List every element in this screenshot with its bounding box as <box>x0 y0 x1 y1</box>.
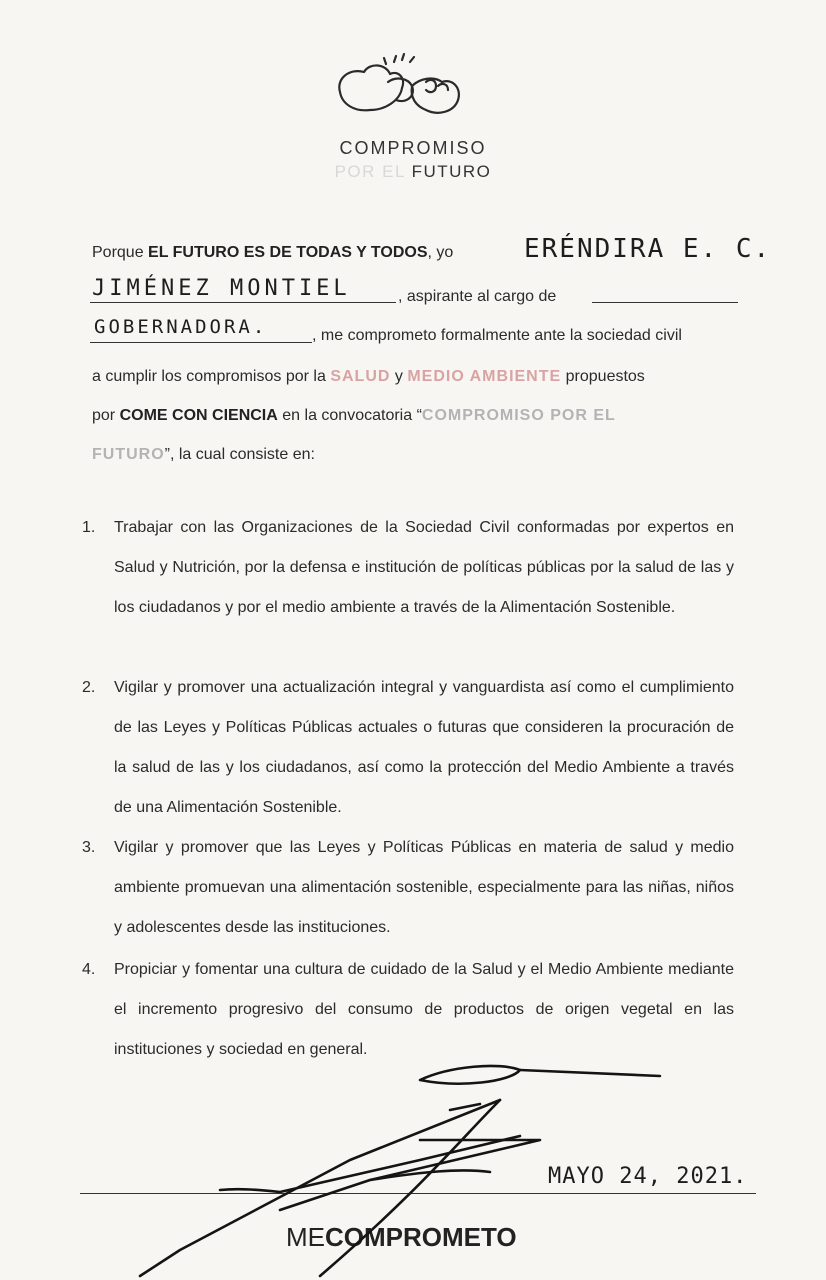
por-text: por <box>92 407 116 424</box>
y-text: y <box>394 368 403 385</box>
intro-line-1 <box>92 244 453 262</box>
commitment-item-2 <box>82 668 734 828</box>
commitment-item-1 <box>82 508 734 628</box>
me-text: ME <box>286 1222 325 1252</box>
pinky-promise-logo-icon <box>330 52 470 122</box>
intro-line-4 <box>92 368 645 386</box>
item-text: Vigilar y promover una actualización integral y vanguardista así como el cumplimiento de las Leyes y Políticas Públicas actuales o futuras que consideren la procuración de la salud de las y los ciudadanos, así como la protección del Medio Ambiente a través de una Alimentación Sostenible. <box>114 679 734 816</box>
name-underline <box>90 302 396 303</box>
propuestos-text: propuestos <box>565 368 645 385</box>
handwritten-name-part2: JIMÉNEZ MONTIEL <box>92 276 351 301</box>
brand-subtitle-dark: FUTURO <box>411 162 492 181</box>
porque-text: Porque <box>92 244 144 261</box>
item-text: Propiciar y fomentar una cultura de cuidado de la Salud y el Medio Ambiente mediante el incremento progresivo del consumo de productos de origen vegetal en las instituciones y sociedad en general. <box>114 961 734 1058</box>
futuro-grey-text: FUTURO <box>92 446 165 463</box>
me-comprometo-text: , me comprometo formalmente ante la sociedad civil <box>312 327 682 344</box>
convocatoria-text: en la convocatoria “ <box>282 407 422 424</box>
commitment-item-3 <box>82 828 734 948</box>
la-cual-text: ”, la cual consiste en: <box>164 446 315 463</box>
item-number: 4. <box>82 961 96 978</box>
futuro-bold-text: EL FUTURO ES DE TODAS Y TODOS <box>148 244 428 261</box>
brand-subtitle <box>0 162 826 182</box>
cumplir-text: a cumplir los compromisos por la <box>92 368 326 385</box>
handwritten-name-part1: ERÉNDIRA E. C. <box>524 234 772 264</box>
come-con-ciencia-text: COME CON CIENCIA <box>119 407 278 424</box>
handwritten-date: MAYO 24, 2021. <box>548 1164 748 1189</box>
handwritten-cargo: GOBERNADORA. <box>94 316 268 338</box>
item-text: Vigilar y promover que las Leyes y Políticas Públicas en materia de salud y medio ambiente promuevan una alimentación sostenible, especialmente para las niñas, niños y adolescentes desde las instituciones. <box>114 839 734 936</box>
item-number: 1. <box>82 519 96 536</box>
intro-line-5 <box>92 407 616 425</box>
item-number: 2. <box>82 679 96 696</box>
cargo-blank-underline <box>592 302 738 303</box>
item-text: Trabajar con las Organizaciones de la Sociedad Civil conformadas por expertos en Salud y Nutrición, por la defensa e institución de políticas públicas por la salud de las y los ciudadanos y por el medio ambiente a través de la Alimentación Sostenible. <box>114 519 734 616</box>
brand-title: COMPROMISO <box>339 138 487 158</box>
salud-text: SALUD <box>330 368 391 385</box>
intro-line-6 <box>92 446 315 464</box>
cargo-underline <box>90 342 312 343</box>
handwritten-signature-icon <box>120 1040 680 1280</box>
compromiso-por-el-text: COMPROMISO POR EL <box>421 407 616 424</box>
brand-subtitle-light: POR EL <box>334 162 406 181</box>
medio-ambiente-text: MEDIO AMBIENTE <box>407 368 562 385</box>
comprometo-text: COMPROMETO <box>325 1222 517 1252</box>
item-number: 3. <box>82 839 96 856</box>
aspirante-text: , aspirante al cargo de <box>398 288 557 305</box>
yo-text: , yo <box>427 244 454 261</box>
